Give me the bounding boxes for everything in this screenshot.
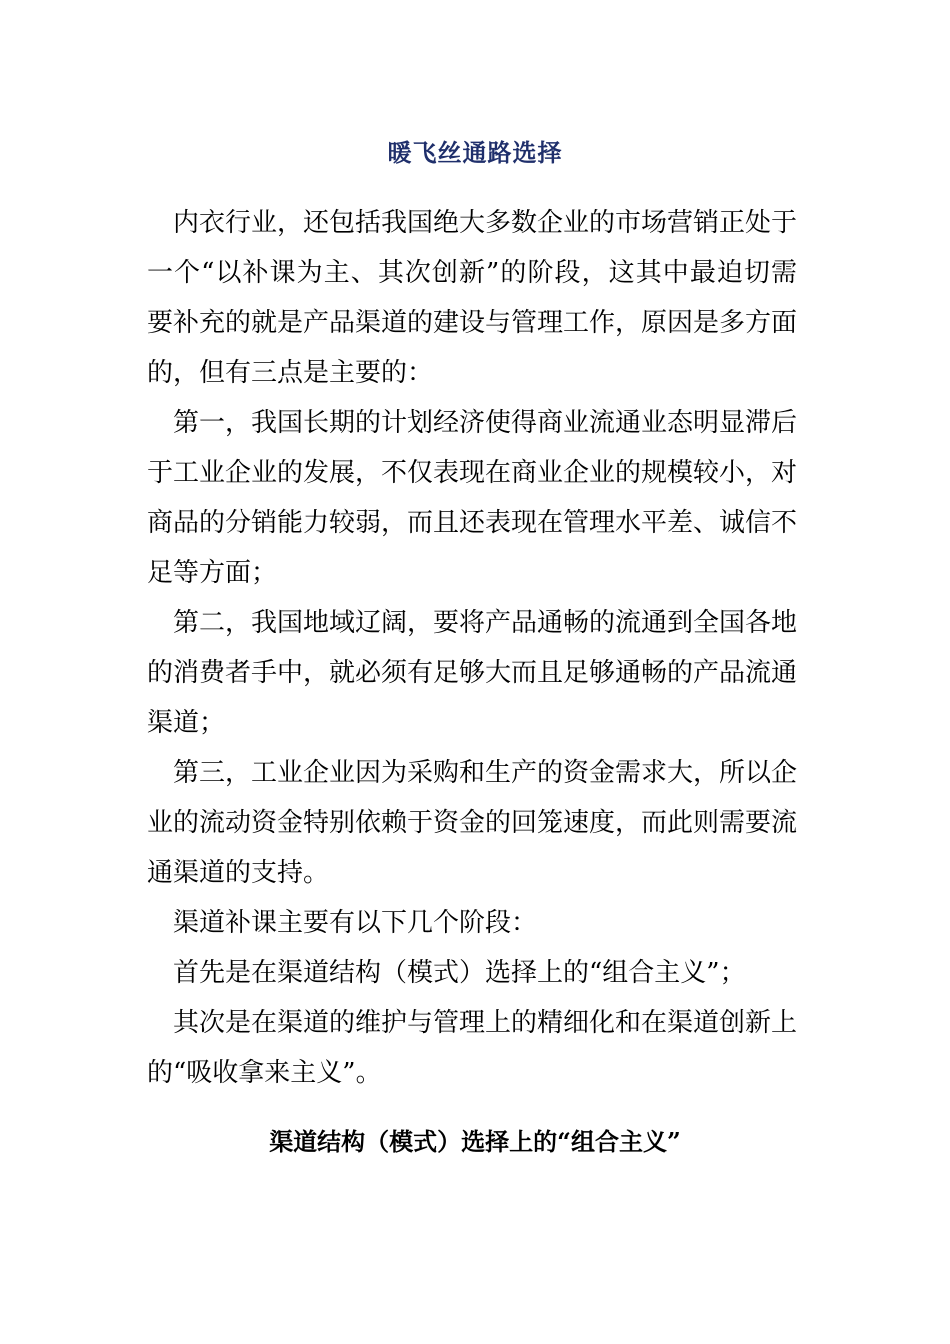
paragraph-first-point: 第一，我国长期的计划经济使得商业流通业态明显滞后于工业企业的发展，不仅表现在商业企业的规模较小，对商品的分销能力较弱，而且还表现在管理水平差、诚信不足等方面； bbox=[147, 408, 798, 588]
page-title: 暖飞丝通路选择 bbox=[387, 138, 563, 167]
paragraph-intro: 内衣行业，还包括我国绝大多数企业的市场营销正处于一个“以补课为主、其次创新”的阶段，这其中最迫切需要补充的就是产品渠道的建设与管理工作，原因是多方面的，但有三点是主要的： bbox=[147, 208, 798, 388]
paragraph-second-point: 第二，我国地域辽阔，要将产品通畅的流通到全国各地的消费者手中，就必须有足够大而且足够通畅的产品流通渠道； bbox=[147, 608, 798, 738]
paragraph-stages-intro: 渠道补课主要有以下几个阶段： bbox=[173, 908, 538, 938]
section-heading: 渠道结构（模式）选择上的“组合主义” bbox=[269, 1127, 681, 1156]
paragraph-stage-two: 其次是在渠道的维护与管理上的精细化和在渠道创新上的“吸收拿来主义”。 bbox=[147, 1008, 798, 1088]
body-text bbox=[147, 198, 797, 1098]
paragraph-third-point: 第三，工业企业因为采购和生产的资金需求大，所以企业的流动资金特别依赖于资金的回笼速度，而此则需要流通渠道的支持。 bbox=[147, 758, 798, 888]
paragraph-stage-one: 首先是在渠道结构（模式）选择上的“组合主义”； bbox=[173, 958, 746, 988]
